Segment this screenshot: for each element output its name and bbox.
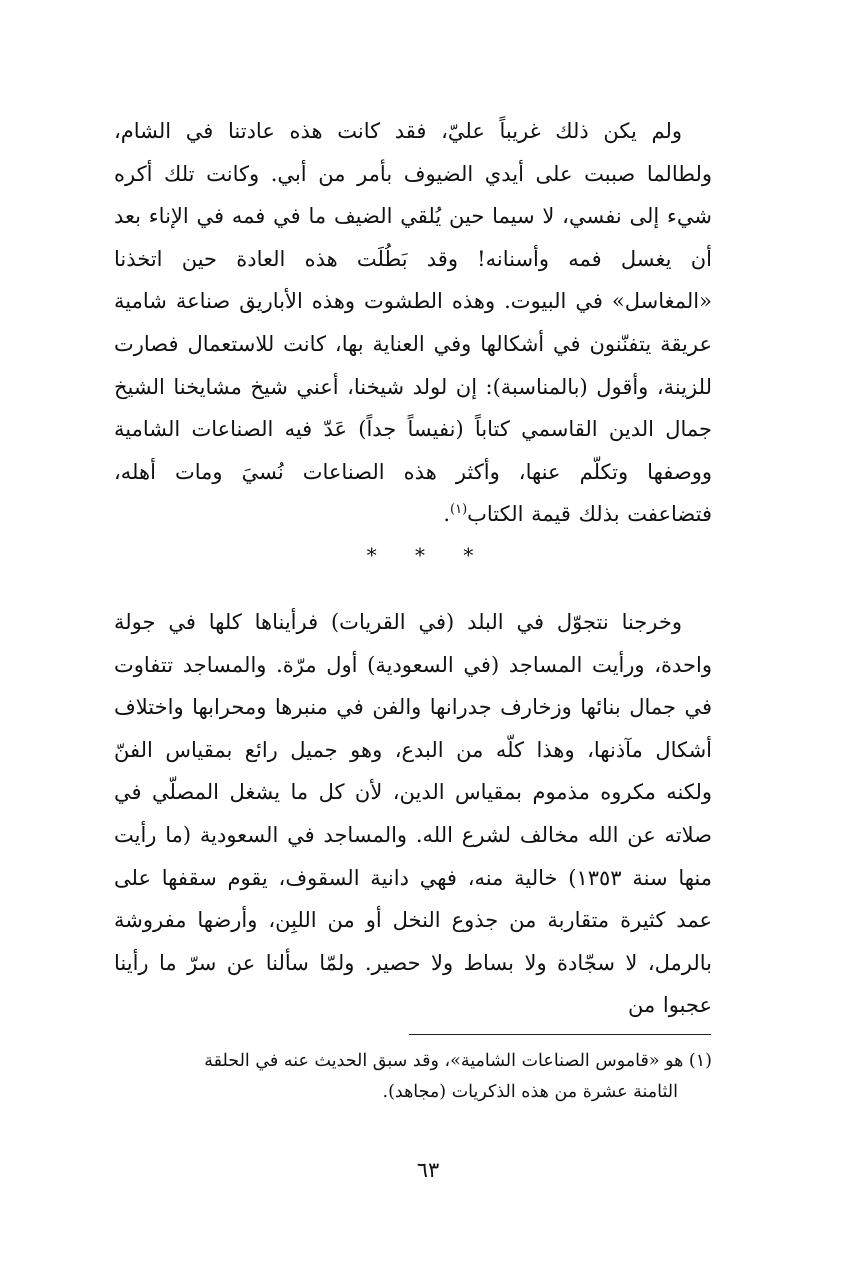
footnote-line-2: الثامنة عشرة من هذه الذكريات (مجاهد). [382,1082,678,1102]
footnote [114,1046,712,1108]
footnote-divider [409,1034,711,1035]
section-separator: * * * [366,543,490,567]
paragraph-2 [114,601,712,1027]
footnote-marker: (١) [450,502,468,518]
footnote-line-1: (١) هو «قاموس الصناعات الشامية»، وقد سبق الحديث عنه في الحلقة [204,1051,712,1071]
paragraph-1-body: ولم يكن ذلك غريباً عليّ، فقد كانت هذه عادتنا في الشام، ولطالما صببت على أيدي الضيوف بأمر من أبي. وكانت تلك أكره شيء إلى نفسي، لا سيما حين يُلقي الضيف ما في فمه في الإناء بعد أن يغسل فمه وأسنانه! وقد بَطُلَت هذه العادة حين اتخذنا «المغاسل» في البيوت. وهذه الطشوت وهذه الأباريق صناعة شامية عريقة يتفنّنون في أشكالها وفي العناية بها، كانت للاستعمال فصارت للزينة، وأقول (بالمناسبة): إن لولد شيخنا، أعني شيخ مشايخنا الشيخ جمال الدين القاسمي كتاباً (نفيساً جداً) عَدّ فيه الصناعات الشامية ووصفها وتكلّم عنها، وأكثر هذه الصناعات نُسيَ ومات أهله، فتضاعفت بذلك قيمة الكتاب [114,119,712,527]
paragraph-1-end: . [443,502,450,527]
paragraph-1 [114,110,712,536]
paragraph-2-text: وخرجنا نتجوّل في البلد (في القريات) فرأيناها كلها في جولة واحدة، ورأيت المساجد (في السعودية) أول مرّة. والمساجد تتفاوت في جمال بنائها وزخارف جدرانها والفن في منبرها ومحرابها واختلاف أشكال مآذنها، وهذا كلّه من البدع، وهو جميل رائع بمقياس الفنّ ولكنه مكروه مذموم بمقياس الدين، لأن كل ما يشغل المصلّي في صلاته عن الله مخالف لشرع الله. والمساجد في السعودية (ما رأيت منها سنة ١٣٥٣) خالية منه، فهي دانية السقوف، يقوم سقفها على عمد كثيرة متقاربة من جذوع النخل أو من اللبِن، وأرضها مفروشة بالرمل، لا سجّادة ولا بساط ولا حصير. ولمّا سألنا عن سرّ ما رأينا عجبوا من [114,610,713,1018]
paragraph-1-text [114,110,712,536]
page-number: ٦٣ [416,1158,440,1182]
